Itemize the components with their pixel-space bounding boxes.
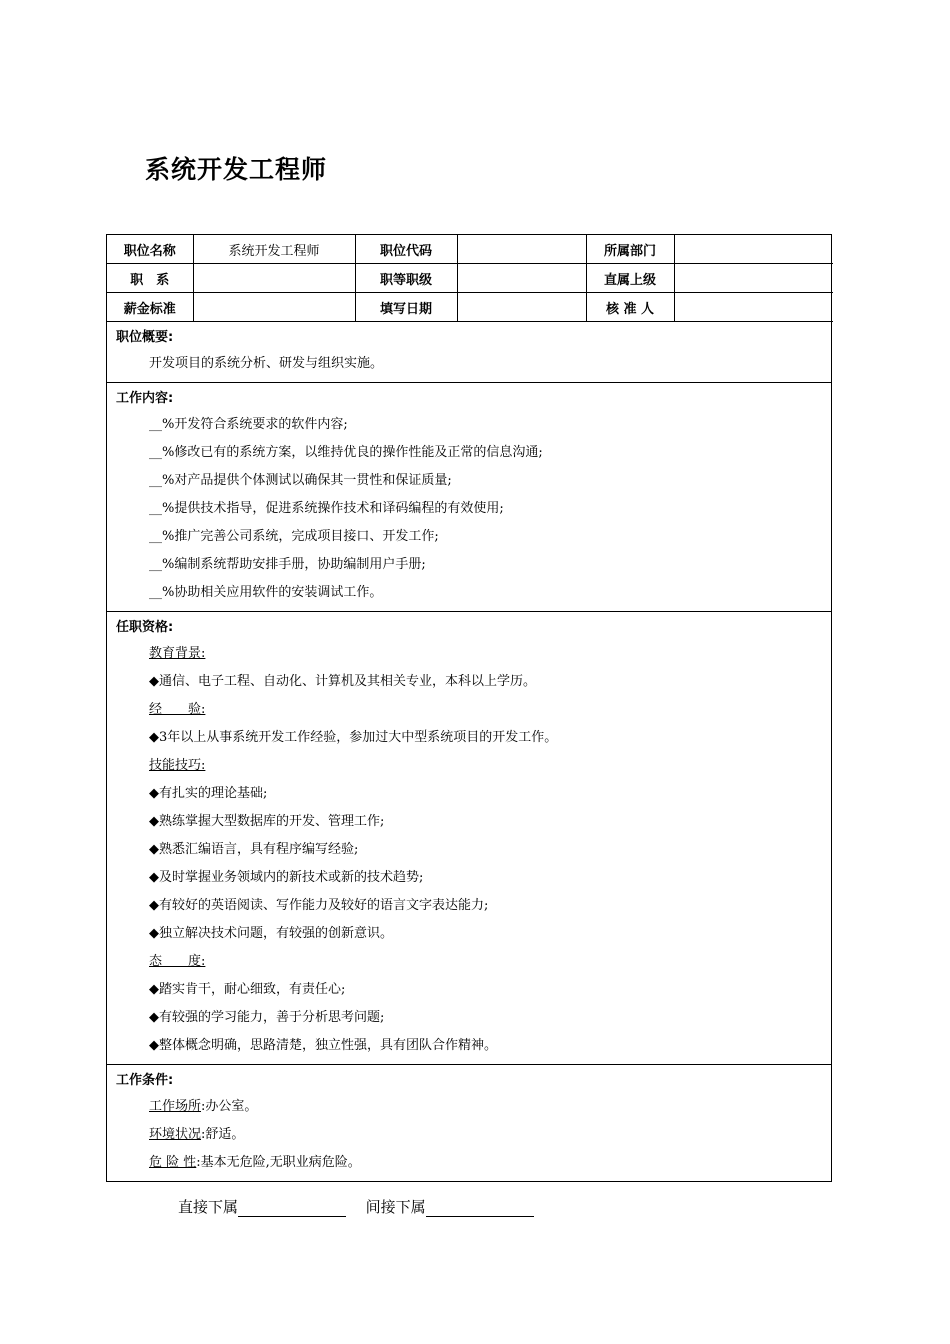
job-family-label: 职 系 xyxy=(107,264,193,293)
duties-section xyxy=(107,383,831,612)
environment-label: 环境状况 xyxy=(149,1127,202,1142)
list-item: __%提供技术指导，促进系统操作技术和译码编程的有效使用; xyxy=(149,501,504,516)
fill-date-label: 填写日期 xyxy=(355,293,457,322)
list-item: ◆有较强的学习能力，善于分析思考问题; xyxy=(149,1010,385,1025)
department-label: 所属部门 xyxy=(586,235,674,264)
supervisor-label: 直属上级 xyxy=(586,264,674,293)
indirect-subordinates-blank[interactable] xyxy=(426,1200,534,1217)
list-item: __%开发符合系统要求的软件内容; xyxy=(149,417,348,432)
list-item: ◆3年以上从事系统开发工作经验，参加过大中型系统项目的开发工作。 xyxy=(149,730,558,745)
position-name-value: 系统开发工程师 xyxy=(193,235,355,264)
info-row xyxy=(107,293,833,322)
education-heading: 教育背景: xyxy=(149,646,206,661)
experience-heading: 经 验: xyxy=(149,702,206,717)
list-item: ◆熟悉汇编语言，具有程序编写经验; xyxy=(149,842,359,857)
workplace-value: :办公室。 xyxy=(201,1099,258,1114)
list-item: ◆有较好的英语阅读、写作能力及较好的语言文字表达能力; xyxy=(149,898,489,913)
attitude-heading: 态 度: xyxy=(149,954,206,969)
subordinates-footer xyxy=(178,1196,534,1217)
list-item: ◆独立解决技术问题，有较强的创新意识。 xyxy=(149,926,393,941)
environment-value: :舒适。 xyxy=(201,1127,245,1142)
summary-section xyxy=(107,322,831,383)
hazard-line xyxy=(107,1149,831,1177)
salary-value xyxy=(193,293,355,322)
list-item: ◆整体概念明确，思路清楚，独立性强，具有团队合作精神。 xyxy=(149,1038,497,1053)
page-title: 系统开发工程师 xyxy=(145,155,328,184)
supervisor-value xyxy=(674,264,833,293)
job-family-value xyxy=(193,264,355,293)
approver-label: 核 准 人 xyxy=(586,293,674,322)
info-table xyxy=(107,235,833,322)
fill-date-value xyxy=(457,293,586,322)
list-item: ◆踏实肯干，耐心细致，有责任心; xyxy=(149,982,346,997)
qualifications-section xyxy=(107,612,831,1065)
job-description-form xyxy=(106,234,832,1182)
conditions-section xyxy=(107,1065,831,1181)
duties-title: 工作内容: xyxy=(116,391,174,406)
workplace-label: 工作场所 xyxy=(149,1099,202,1114)
direct-subordinates-blank[interactable] xyxy=(238,1200,346,1217)
direct-subordinates-label: 直接下属 xyxy=(178,1198,239,1216)
info-row xyxy=(107,235,833,264)
summary-text: 开发项目的系统分析、研发与组织实施。 xyxy=(149,356,384,371)
info-row xyxy=(107,264,833,293)
skills-heading: 技能技巧: xyxy=(149,758,206,773)
qualifications-title: 任职资格: xyxy=(116,620,174,635)
approver-value xyxy=(674,293,833,322)
list-item: __%编制系统帮助安排手册，协助编制用户手册; xyxy=(149,557,426,572)
list-item: ◆通信、电子工程、自动化、计算机及其相关专业，本科以上学历。 xyxy=(149,674,536,689)
list-item: __%修改已有的系统方案，以维持优良的操作性能及正常的信息沟通; xyxy=(149,445,543,460)
indirect-subordinates-label: 间接下属 xyxy=(365,1198,426,1216)
list-item: ◆熟练掌握大型数据库的开发、管理工作; xyxy=(149,814,385,829)
grade-value xyxy=(457,264,586,293)
list-item: __%协助相关应用软件的安装调试工作。 xyxy=(149,585,383,600)
list-item: ◆有扎实的理论基础; xyxy=(149,786,268,801)
list-item: __%推广完善公司系统，完成项目接口、开发工作; xyxy=(149,529,439,544)
workplace-line xyxy=(107,1093,831,1121)
salary-label: 薪金标准 xyxy=(107,293,193,322)
department-value xyxy=(674,235,833,264)
grade-label: 职等职级 xyxy=(355,264,457,293)
summary-title: 职位概要: xyxy=(116,330,174,345)
list-item: __%对产品提供个体测试以确保其一贯性和保证质量; xyxy=(149,473,452,488)
list-item: ◆及时掌握业务领域内的新技术或新的技术趋势; xyxy=(149,870,424,885)
position-name-label: 职位名称 xyxy=(107,235,193,264)
position-code-value xyxy=(457,235,586,264)
hazard-value: :基本无危险,无职业病危险。 xyxy=(196,1155,361,1170)
position-code-label: 职位代码 xyxy=(355,235,457,264)
conditions-title: 工作条件: xyxy=(116,1073,174,1088)
hazard-label: 危 险 性 xyxy=(149,1155,197,1170)
environment-line xyxy=(107,1121,831,1149)
